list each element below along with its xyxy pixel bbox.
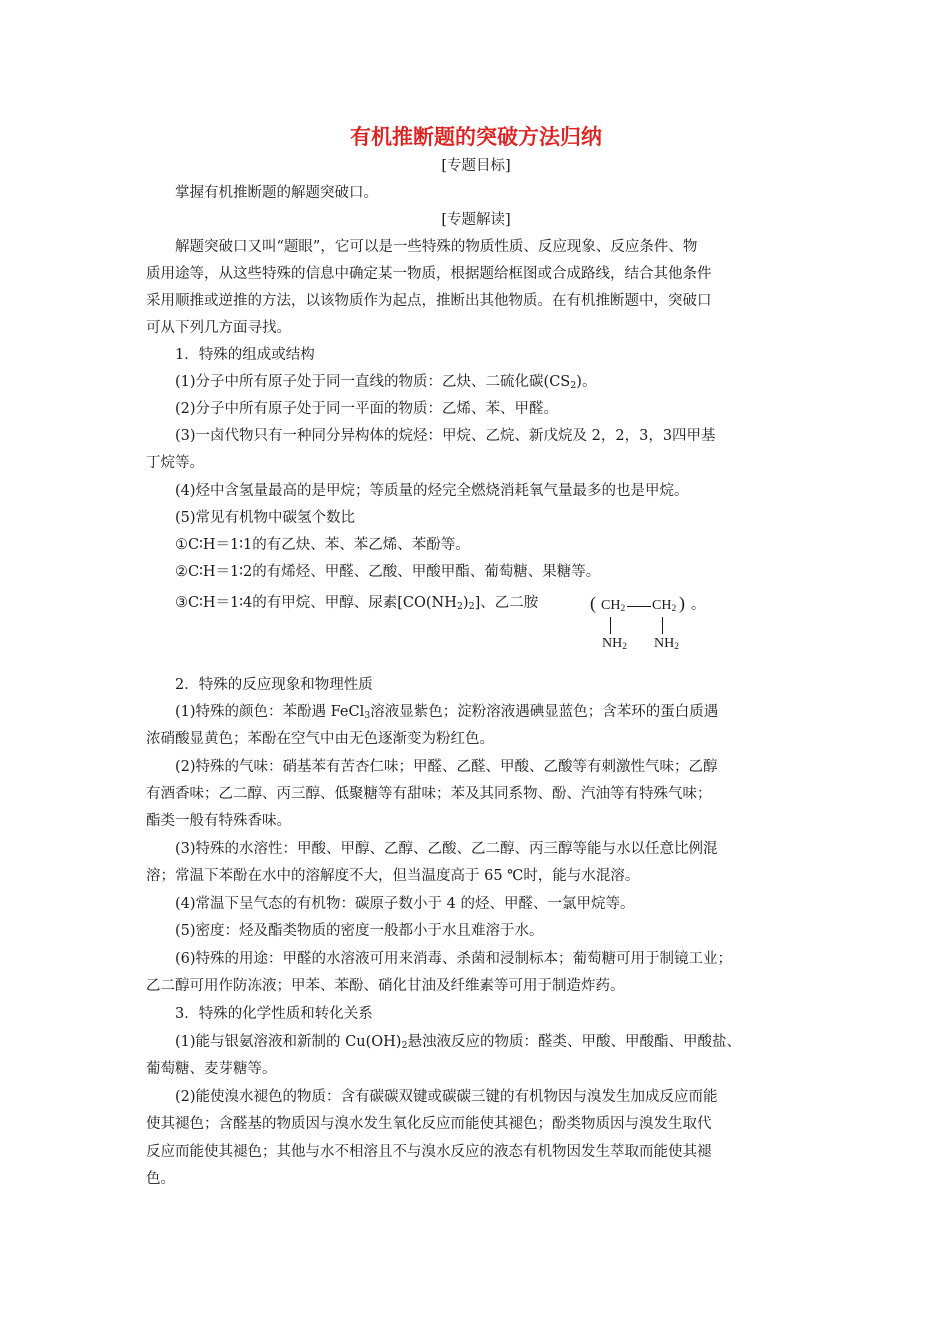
- s1-ratio-1: ①C∶H＝1∶1的有乙炔、苯、苯乙烯、苯酚等。: [175, 537, 470, 553]
- section-2-heading: 2．特殊的反应现象和物理性质: [175, 677, 373, 693]
- c-c-bond: [627, 606, 651, 607]
- intro-line-1: 解题突破口又叫“题眼”，它可以是一些特殊的物质性质、反应现象、反应条件、物: [175, 239, 698, 255]
- c-n-bond-left: [610, 617, 611, 634]
- s3-item-2: (2)能使溴水褪色的物质：含有碳碳双键或碳碳三键的有机物因与溴发生加成反应而能: [175, 1089, 718, 1105]
- section-heading-goal: [专题目标]: [441, 158, 511, 174]
- s2-item-3-cont: 溶；常温下苯酚在水中的溶解度不大，但当温度高于 65 ℃时，能与水混溶。: [146, 868, 640, 884]
- s1-item-3-cont: 丁烷等。: [146, 455, 204, 471]
- ch2-left: $CH_2$: [601, 598, 626, 614]
- s2-item-4: (4)常温下呈气态的有机物：碳原子数小于 4 的烃、甲醛、一氯甲烷等。: [175, 896, 635, 912]
- s2-item-2: (2)特殊的气味：硝基苯有苦杏仁味；甲醛、乙醛、甲酸、乙酸等有刺激性气味；乙醇: [175, 759, 718, 775]
- s1-item-4: (4)烃中含氢量最高的是甲烷；等质量的烃完全燃烧消耗氧气量最多的也是甲烷。: [175, 483, 689, 499]
- s3-item-2-cont-3: 色。: [146, 1171, 175, 1187]
- intro-line-4: 可从下列几方面寻找。: [146, 320, 291, 336]
- c-n-bond-right: [662, 617, 663, 634]
- s1-item-1: (1)分子中所有原子处于同一直线的物质：乙炔、二硫化碳$(CS_2)$。: [175, 374, 597, 391]
- section-3-heading: 3．特殊的化学性质和转化关系: [175, 1006, 373, 1022]
- intro-line-2: 质用途等，从这些特殊的信息中确定某一物质，根据题给框图或合成路线，结合其他条件: [146, 266, 712, 282]
- nh2-right: $NH_2$: [654, 636, 679, 652]
- section-1-heading: 1．特殊的组成或结构: [175, 347, 315, 363]
- s2-item-1-cont: 浓硝酸显黄色；苯酚在空气中由无色逐渐变为粉红色。: [146, 731, 494, 747]
- s3-item-2-cont-2: 反应而能使其褪色；其他与水不相溶且不与溴水反应的液态有机物因发生萃取而能使其褪: [146, 1144, 712, 1160]
- s2-item-2-cont-2: 酯类一般有特殊香味。: [146, 813, 291, 829]
- s2-item-3: (3)特殊的水溶性：甲酸、甲醇、乙醇、乙酸、乙二醇、丙三醇等能与水以任意比例混: [175, 841, 718, 857]
- intro-line-3: 采用顺推或逆推的方法，以该物质作为起点，推断出其他物质。在有机推断题中，突破口: [146, 293, 712, 309]
- nh2-left: $NH_2$: [602, 636, 627, 652]
- s1-ratio-3: ③C∶H＝1∶4的有甲烷、甲醇、尿素$[CO(NH_2)_2]$、乙二胺: [175, 595, 539, 612]
- s3-item-1-cont: 葡萄糖、麦芽糖等。: [146, 1061, 277, 1077]
- s3-item-2-cont-1: 使其褪色；含醛基的物质因与溴水发生氧化反应而能使其褪色；酚类物质因与溴发生取代: [146, 1116, 712, 1132]
- s2-item-6-cont: 乙二醇可用作防冻液；甲苯、苯酚、硝化甘油及纤维素等可用于制造炸药。: [146, 978, 625, 994]
- s3-item-1: (1)能与银氨溶液和新制的 $Cu(OH)_2$悬浊液反应的物质：醛类、甲酸、甲酸酯、甲酸盐、: [175, 1034, 741, 1051]
- s2-item-1: (1)特殊的颜色：苯酚遇 FeCl$_3$溶液显紫色；淀粉溶液遇碘显蓝色；含苯环的蛋白质遇: [175, 704, 719, 721]
- ethylenediamine-structure: ( $CH_2$ $CH_2$ ) 。 $NH_2$ $NH_2$: [590, 593, 705, 652]
- goal-text: 掌握有机推断题的解题突破口。: [175, 185, 378, 201]
- s2-item-6: (6)特殊的用途：甲醛的水溶液可用来消毒、杀菌和浸制标本；葡萄糖可用于制镜工业；: [175, 951, 733, 967]
- ch2-right: $CH_2$: [652, 598, 677, 614]
- document-title: 有机推断题的突破方法归纳: [350, 125, 602, 149]
- s1-ratio-2: ②C∶H＝1∶2的有烯烃、甲醛、乙酸、甲酸甲酯、葡萄糖、果糖等。: [175, 564, 601, 580]
- s1-item-3: (3)一卤代物只有一种同分异构体的烷烃：甲烷、乙烷、新戊烷及 2，2，3，3四甲基: [175, 428, 716, 444]
- s2-item-5: (5)密度：烃及酯类物质的密度一般都小于水且难溶于水。: [175, 923, 544, 939]
- s1-item-5: (5)常见有机物中碳氢个数比: [175, 510, 356, 526]
- s1-item-2: (2)分子中所有原子处于同一平面的物质：乙烯、苯、甲醛。: [175, 401, 559, 417]
- s2-item-2-cont-1: 有酒香味；乙二醇、丙三醇、低聚糖等有甜味；苯及其同系物、酚、汽油等有特殊气味；: [146, 786, 712, 802]
- section-heading-reading: [专题解读]: [441, 212, 511, 228]
